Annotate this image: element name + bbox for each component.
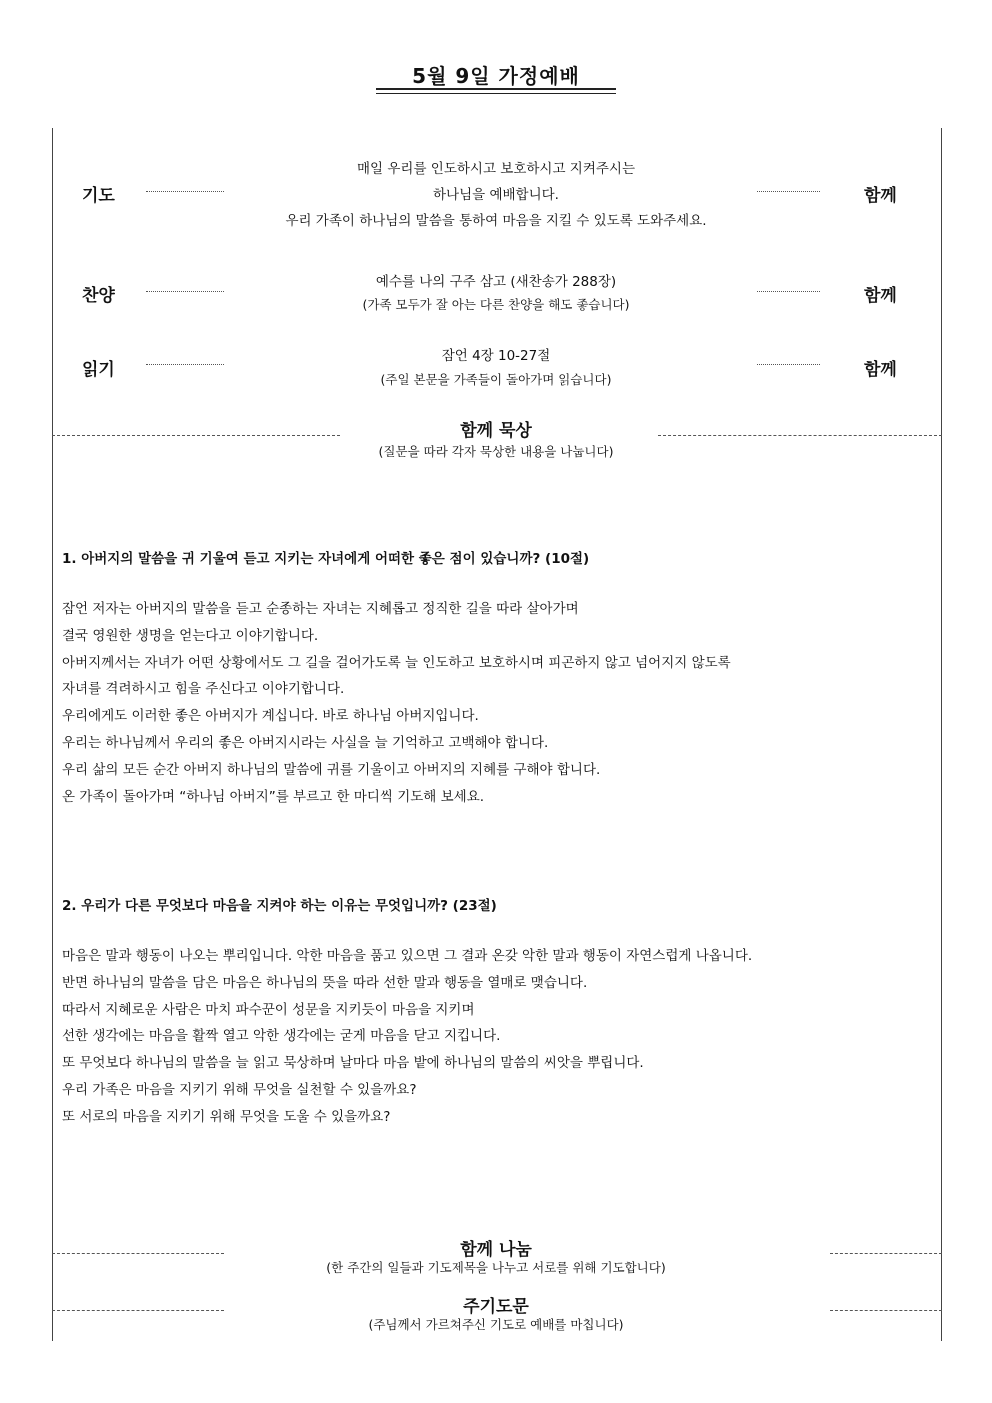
answer-line: 우리 가족은 마음을 지키기 위해 무엇을 실천할 수 있을까요?	[62, 1081, 417, 1098]
prayer-line: 매일 우리를 인도하시고 보호하시고 지켜주시는	[357, 161, 635, 177]
page-title: 5월 9일 가정예배	[412, 64, 580, 88]
leader-dots	[146, 364, 224, 365]
meditation-subtitle: (질문을 따라 각자 묵상한 내용을 나눕니다)	[378, 444, 614, 459]
lords-prayer-title: 주기도문	[463, 1297, 529, 1317]
leader-dots	[146, 291, 224, 292]
prayer-together-label: 함께	[864, 186, 897, 206]
answer-line: 우리는 하나님께서 우리의 좋은 아버지시라는 사실을 늘 기억하고 고백해야 합니다.	[62, 734, 549, 751]
answer-line: 또 무엇보다 하나님의 말씀을 늘 읽고 묵상하며 날마다 마음 밭에 하나님의 말씀의 씨앗을 뿌립니다.	[62, 1055, 644, 1072]
reading-note: (주일 본문을 가족들이 돌아가며 읽습니다)	[380, 372, 612, 387]
leader-dots	[757, 291, 820, 292]
reading-together-label: 함께	[864, 360, 897, 380]
sharing-title: 함께 나눔	[460, 1240, 532, 1260]
sharing-subtitle: (한 주간의 일들과 기도제목을 나누고 서로를 위해 기도합니다)	[326, 1260, 666, 1275]
lords-prayer-subtitle: (주님께서 가르쳐주신 기도로 예배를 마칩니다)	[368, 1317, 624, 1332]
answer-line: 잠언 저자는 아버지의 말씀을 듣고 순종하는 자녀는 지혜롭고 정직한 길을 따라 살아가며	[62, 601, 579, 617]
answer-line: 선한 생각에는 마음을 활짝 열고 악한 생각에는 굳게 마음을 닫고 지킵니다.	[62, 1028, 501, 1045]
answer-line: 우리 삶의 모든 순간 아버지 하나님의 말씀에 귀를 기울이고 아버지의 지혜를 구해야 합니다.	[62, 761, 601, 778]
prayer-line: 우리 가족이 하나님의 말씀을 통하여 마음을 지킬 수 있도록 도와주세요.	[285, 213, 707, 229]
meditation-title: 함께 묵상	[460, 421, 532, 441]
answer-line: 따라서 지혜로운 사람은 마치 파수꾼이 성문을 지키듯이 마음을 지키며	[62, 1001, 475, 1018]
answer-line: 자녀를 격려하시고 힘을 주신다고 이야기합니다.	[62, 681, 345, 698]
praise-label: 찬양	[82, 286, 115, 306]
answer-line: 결국 영원한 생명을 얻는다고 이야기합니다.	[62, 627, 319, 644]
scripture-reference: 잠언 4장 10-27절	[441, 348, 551, 364]
hymn-note: (가족 모두가 잘 아는 다른 찬양을 해도 좋습니다)	[362, 297, 630, 312]
title-underline	[376, 88, 616, 90]
question-2: 2. 우리가 다른 무엇보다 마음을 지켜야 하는 이유는 무엇입니까? (23절)	[62, 898, 497, 914]
answer-2	[62, 943, 942, 1131]
answer-line: 온 가족이 돌아가며 “하나님 아버지”를 부르고 한 마디씩 기도해 보세요.	[62, 788, 485, 805]
prayer-label: 기도	[82, 186, 115, 206]
answer-line: 우리에게도 이러한 좋은 아버지가 계십니다. 바로 하나님 아버지입니다.	[62, 708, 479, 725]
leader-dots	[757, 364, 820, 365]
praise-together-label: 함께	[864, 286, 897, 306]
title-underline-thin	[376, 93, 616, 94]
reading-label: 읽기	[82, 360, 115, 380]
leader-dots	[757, 191, 820, 192]
answer-line: 마음은 말과 행동이 나오는 뿌리입니다. 악한 마음을 품고 있으면 그 결과 온갖 악한 말과 행동이 자연스럽게 나옵니다.	[62, 948, 753, 964]
hymn-title: 예수를 나의 구주 삼고 (새찬송가 288장)	[375, 274, 617, 290]
answer-line: 아버지께서는 자녀가 어떤 상황에서도 그 길을 걸어가도록 늘 인도하고 보호하시며 피곤하지 않고 넘어지지 않도록	[62, 654, 731, 671]
answer-line: 반면 하나님의 말씀을 담은 마음은 하나님의 뜻을 따라 선한 말과 행동을 열매로 맺습니다.	[62, 974, 588, 991]
answer-1	[62, 596, 942, 810]
answer-line: 또 서로의 마음을 지키기 위해 무엇을 도울 수 있을까요?	[62, 1108, 391, 1125]
prayer-line: 하나님을 예배합니다.	[433, 187, 559, 203]
question-1: 1. 아버지의 말씀을 귀 기울여 듣고 지키는 자녀에게 어떠한 좋은 점이 있습니까? (10절)	[62, 551, 590, 567]
